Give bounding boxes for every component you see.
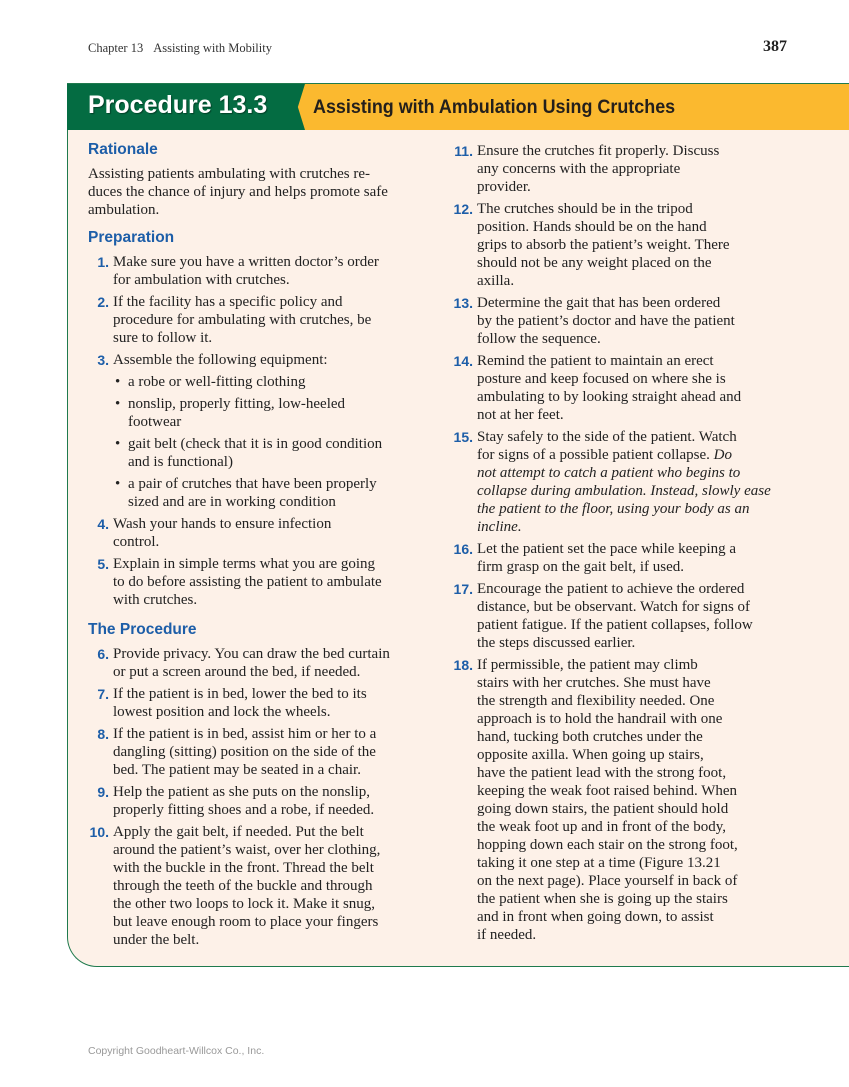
text-line: keeping the weak foot raised behind. When [477, 783, 738, 799]
text-line: on the next page). Place yourself in back of [477, 873, 738, 889]
text-line: • a pair of crutches that have been properly [128, 476, 377, 492]
text-line: the steps discussed earlier. [477, 635, 636, 651]
text-line: under the belt. [113, 932, 200, 948]
text-line: • nonslip, properly fitting, low-heeled [128, 396, 346, 412]
step-number: 16. [453, 541, 473, 557]
text-line: Determine the gait that has been ordered [477, 295, 721, 311]
text-line: grips to absorb the patient’s weight. There [477, 237, 730, 253]
procedure-list-right [448, 142, 793, 944]
step-number: 1. [97, 254, 109, 270]
step-number: 18. [453, 657, 473, 673]
list-item [88, 783, 433, 819]
text-line: lowest position and lock the wheels. [113, 704, 331, 720]
text-line: collapse during ambulation. Instead, slowly ease [477, 483, 771, 499]
text-line: • a robe or well-fitting clothing [128, 374, 306, 390]
step-number: 12. [453, 201, 473, 217]
step-number: 15. [453, 429, 473, 445]
text-line: Explain in simple terms what you are going [113, 556, 376, 572]
text-line: Make sure you have a written doctor’s order [113, 254, 379, 270]
text-line: Encourage the patient to achieve the ordered [477, 581, 745, 597]
chapter-title: Assisting with Mobility [153, 41, 272, 55]
text-line: If the facility has a specific policy and [113, 294, 343, 310]
procedure-list-left [88, 645, 433, 949]
step-number: 5. [97, 556, 109, 572]
text-line: duces the chance of injury and helps promote safe [88, 184, 388, 200]
list-item [88, 555, 433, 609]
text-line: control. [113, 534, 160, 550]
right-column [448, 142, 793, 948]
text-line: the patient when she is going up the stairs [477, 891, 728, 907]
step-number: 9. [97, 784, 109, 800]
list-item [88, 253, 433, 289]
text-line: ambulating to by looking straight ahead and [477, 389, 742, 405]
left-column [88, 141, 433, 953]
text-line: sized and are in working condition [128, 494, 336, 510]
text-line: stairs with her crutches. She must have [477, 675, 711, 691]
list-item [88, 351, 433, 511]
text-line: distance, but be observant. Watch for signs of [477, 599, 751, 615]
text-line: follow the sequence. [477, 331, 601, 347]
preparation-list [88, 253, 433, 609]
text-line: through the teeth of the buckle and through [113, 878, 373, 894]
list-item [88, 823, 433, 949]
procedure-title: Assisting with Ambulation Using Crutches [313, 96, 676, 118]
text-line: footwear [128, 414, 182, 430]
text-line: ambulation. [88, 202, 160, 218]
text-line: not attempt to catch a patient who begins to [477, 465, 741, 481]
chapter-number: Chapter 13 [88, 41, 144, 55]
procedure-heading: The Procedure [88, 621, 197, 638]
list-item [448, 428, 793, 536]
step-number: 8. [97, 726, 109, 742]
text-line: position. Hands should be on the hand [477, 219, 707, 235]
text-line: hopping down each stair on the strong foot, [477, 837, 738, 853]
text-line: any concerns with the appropriate [477, 161, 681, 177]
list-item [448, 656, 793, 944]
text-line: dangling (sitting) position on the side of the [113, 744, 376, 760]
text-line: If permissible, the patient may climb [477, 657, 698, 673]
list-item [448, 352, 793, 424]
list-item [88, 293, 433, 347]
copyright: Copyright Goodheart-Willcox Co., Inc. [88, 1045, 265, 1057]
list-item [448, 294, 793, 348]
step-number: 3. [97, 352, 109, 368]
text-line: but leave enough room to place your fingers [113, 914, 379, 930]
step-number: 13. [453, 295, 473, 311]
text-line: If the patient is in bed, assist him or her to a [113, 726, 377, 742]
list-item [88, 645, 433, 681]
text-line: by the patient’s doctor and have the patient [477, 313, 735, 329]
text-line: If the patient is in bed, lower the bed to its [113, 686, 367, 702]
list-item [88, 725, 433, 779]
text-line: Ensure the crutches fit properly. Discuss [477, 143, 720, 159]
text-line: and in front when going down, to assist [477, 909, 714, 925]
text-line: approach is to hold the handrail with one [477, 711, 723, 727]
step-number: 6. [97, 646, 109, 662]
step-number: 17. [453, 581, 473, 597]
list-item [448, 142, 793, 196]
step-number: 2. [97, 294, 109, 310]
bullet-item [113, 435, 433, 471]
text-line: Provide privacy. You can draw the bed curtain [113, 646, 390, 662]
preparation-heading: Preparation [88, 229, 175, 246]
text-line: firm grasp on the gait belt, if used. [477, 559, 685, 575]
list-item [448, 540, 793, 576]
text-line: going down stairs, the patient should hold [477, 801, 729, 817]
list-item [448, 200, 793, 290]
text-line: with the buckle in the front. Thread the belt [113, 860, 374, 876]
text-line: or put a screen around the bed, if needed. [113, 664, 361, 680]
step-number: 7. [97, 686, 109, 702]
step-number: 10. [89, 824, 109, 840]
text-line: Help the patient as she puts on the nonslip, [113, 784, 371, 800]
text-line: should not be any weight placed on the [477, 255, 712, 271]
text-line: sure to follow it. [113, 330, 213, 346]
text-line: Wash your hands to ensure infection [113, 516, 332, 532]
text-line: Apply the gait belt, if needed. Put the belt [113, 824, 364, 840]
text-line: if needed. [477, 927, 537, 943]
bullet-item [113, 373, 433, 391]
bullet-item [113, 475, 433, 511]
text-line: provider. [477, 179, 531, 195]
list-item [88, 515, 433, 551]
procedure-number: Procedure 13.3 [88, 91, 268, 119]
text-line: the patient to the floor, using your body as an [477, 501, 750, 517]
text-line: the weak foot up and in front of the body, [477, 819, 726, 835]
text-line: Let the patient set the pace while keeping a [477, 541, 737, 557]
text-line: have the patient lead with the strong foot, [477, 765, 727, 781]
text-line: bed. The patient may be seated in a chair. [113, 762, 361, 778]
text-line: hand, tucking both crutches under the [477, 729, 703, 745]
bullet-item [113, 395, 433, 431]
text-line: The crutches should be in the tripod [477, 201, 693, 217]
text-line: properly fitting shoes and a robe, if needed. [113, 802, 375, 818]
text-line: with crutches. [113, 592, 198, 608]
step-number: 14. [453, 353, 473, 369]
list-item [88, 685, 433, 721]
rationale-heading: Rationale [88, 141, 158, 158]
step-number: 4. [97, 516, 109, 532]
list-item [448, 580, 793, 652]
text-line: Assisting patients ambulating with crutches re- [88, 166, 371, 182]
text-line: procedure for ambulating with crutches, be [113, 312, 372, 328]
text-line: opposite axilla. When going up stairs, [477, 747, 704, 763]
text-line: axilla. [477, 273, 515, 289]
text-line: patient fatigue. If the patient collapses, follow [477, 617, 753, 633]
text-line: to do before assisting the patient to ambulate [113, 574, 382, 590]
text-line: Assemble the following equipment: [113, 352, 328, 368]
text-line: for ambulation with crutches. [113, 272, 290, 288]
text-line: the strength and flexibility needed. One [477, 693, 715, 709]
rationale-text [88, 165, 433, 219]
text-line: and is functional) [128, 454, 233, 470]
text-line: the other two loops to lock it. Make it snug, [113, 896, 376, 912]
text-line: around the patient’s waist, over her clothing, [113, 842, 381, 858]
step-number: 11. [454, 143, 473, 159]
text-line: for signs of a possible patient collapse. Do [477, 447, 732, 463]
text-line: • gait belt (check that it is in good condition [128, 436, 383, 452]
text-line: posture and keep focused on where she is [477, 371, 726, 387]
text-line: incline. [477, 519, 522, 535]
running-header [88, 41, 282, 56]
text-line: not at her feet. [477, 407, 564, 423]
text-line: Stay safely to the side of the patient. Watch [477, 429, 737, 445]
text-line: Remind the patient to maintain an erect [477, 353, 714, 369]
text-line: taking it one step at a time (Figure 13.21 [477, 855, 721, 871]
page-number: 387 [763, 38, 787, 55]
